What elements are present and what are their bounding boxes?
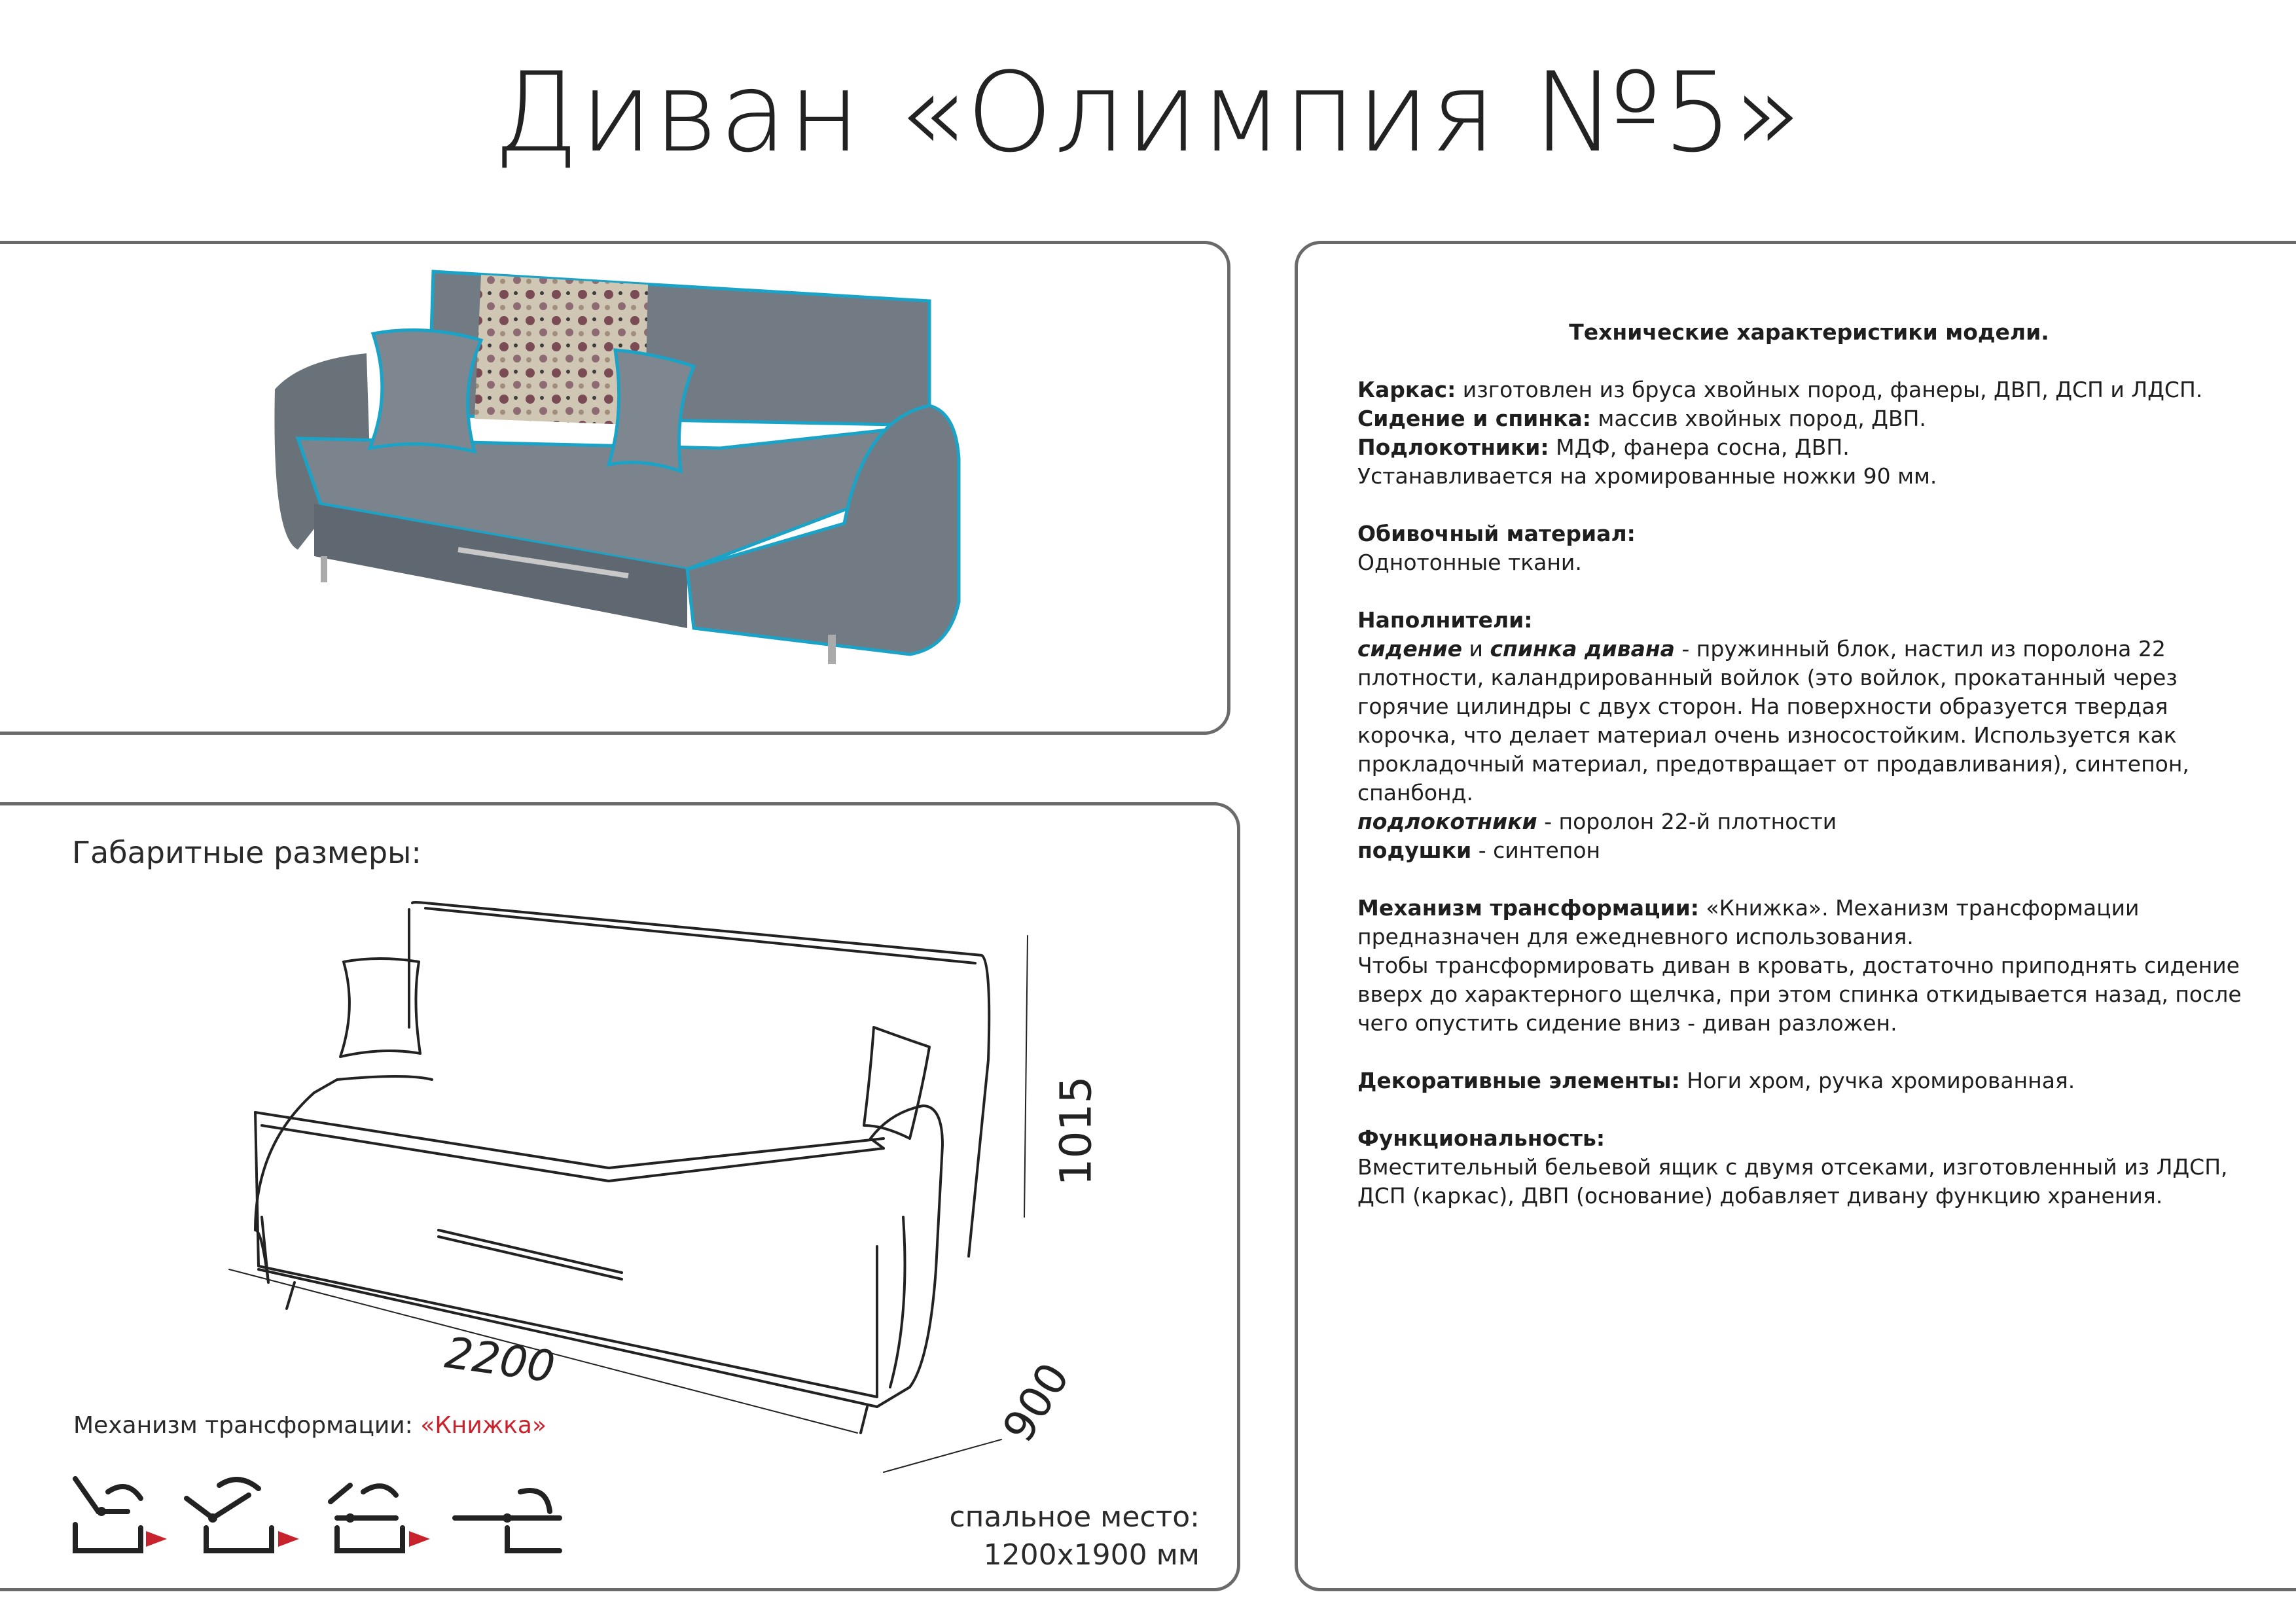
dimension-height: 1015: [1050, 1076, 1102, 1186]
dimensions-label: Габаритные размеры:: [72, 835, 422, 870]
spec-fillers-label: Наполнители:: [1357, 607, 1533, 633]
dimension-depth: 900: [992, 1354, 1080, 1451]
specs-heading: Технические характеристики модели.: [1569, 319, 2049, 345]
sofa-photo: [262, 262, 982, 720]
spec-seat-text: массив хвойных пород, ДВП.: [1590, 406, 1926, 431]
spec-mechanism-text: «Книжка». Механизм трансформации предназначен для ежедневного использования.: [1357, 895, 2140, 949]
transformation-steps-icon: [62, 1466, 573, 1564]
spec-seat: [1357, 404, 2261, 433]
spec-fillers-arm-label: подлокотники: [1357, 809, 1537, 834]
spec-fillers-pillow-text: - синтепон: [1471, 838, 1601, 863]
spec-fillers-and: и: [1462, 636, 1490, 662]
spec-mechanism: [1357, 894, 2261, 951]
spec-fillers-pillow: [1357, 836, 2261, 865]
spec-fillers-seat: [1357, 635, 2261, 807]
spec-legs: Устанавливается на хромированные ножки 90 мм.: [1357, 463, 1937, 489]
spec-upholstery-label: Обивочный материал:: [1357, 521, 1636, 546]
sleeping-area: [949, 1498, 1200, 1574]
sofa-line-drawing: [216, 890, 1106, 1479]
spec-fillers-pillow-label: подушки: [1357, 838, 1472, 863]
spec-seat-label: Сидение и спинка:: [1357, 406, 1591, 431]
spec-arm-text: МДФ, фанера сосна, ДВП.: [1549, 434, 1850, 460]
spec-frame-text: изготовлен из бруса хвойных пород, фанеры, ДВП, ДСП и ЛДСП.: [1456, 377, 2203, 402]
spec-frame: [1357, 376, 2261, 404]
spec-decor-label: Декоративные элементы:: [1357, 1068, 1680, 1093]
mechanism-label: [73, 1412, 547, 1439]
page-title: Диван «Олимпия №5»: [493, 48, 1803, 177]
mechanism-label-text: Механизм трансформации:: [73, 1412, 421, 1439]
mechanism-value: «Книжка»: [420, 1412, 547, 1439]
spec-fillers-back-label: спинка дивана: [1490, 636, 1675, 662]
specs-text: [1357, 318, 2261, 1210]
sleeping-label: спальное место:: [949, 1500, 1200, 1534]
spec-upholstery-text: Однотонные ткани.: [1357, 550, 1582, 575]
spec-frame-label: Каркас:: [1357, 377, 1456, 402]
spec-fillers-text: - пружинный блок, настил из поролона 22 плотности, каландрированный войлок (это войлок, прокатанный через горячие цилиндры с двух сторон. На поверхности образуется твердая корочка, что делает материал очень износостойким. Используется как прокладочный материал, предотвращает от продавливания), синтепон, спанбонд.: [1357, 636, 2189, 805]
spec-fillers-arm: [1357, 807, 2261, 836]
spec-decor: [1357, 1067, 2261, 1095]
spec-mechanism-label: Механизм трансформации:: [1357, 895, 1699, 921]
spec-fillers-seat-label: сидение: [1357, 636, 1463, 662]
spec-fillers-arm-text: - поролон 22-й плотности: [1537, 809, 1837, 834]
spec-function-text: Вместительный бельевой ящик с двумя отсеками, изготовленный из ЛДСП, ДСП (каркас), ДВП (основание) добавляет дивану функцию хранения.: [1357, 1154, 2228, 1209]
dimension-width: 2200: [442, 1327, 558, 1393]
spec-decor-text: Ноги хром, ручка хромированная.: [1679, 1068, 2075, 1093]
spec-mechanism-how: Чтобы трансформировать диван в кровать, достаточно приподнять сидение вверх до характерного щелчка, при этом спинка откидывается назад, после чего опустить сидение вниз - диван разложен.: [1357, 953, 2242, 1036]
spec-arm-label: Подлокотники:: [1357, 434, 1549, 460]
spec-function-label: Функциональность:: [1357, 1125, 1605, 1151]
spec-arm: [1357, 433, 2261, 462]
sleeping-size: 1200х1900 мм: [983, 1538, 1200, 1572]
